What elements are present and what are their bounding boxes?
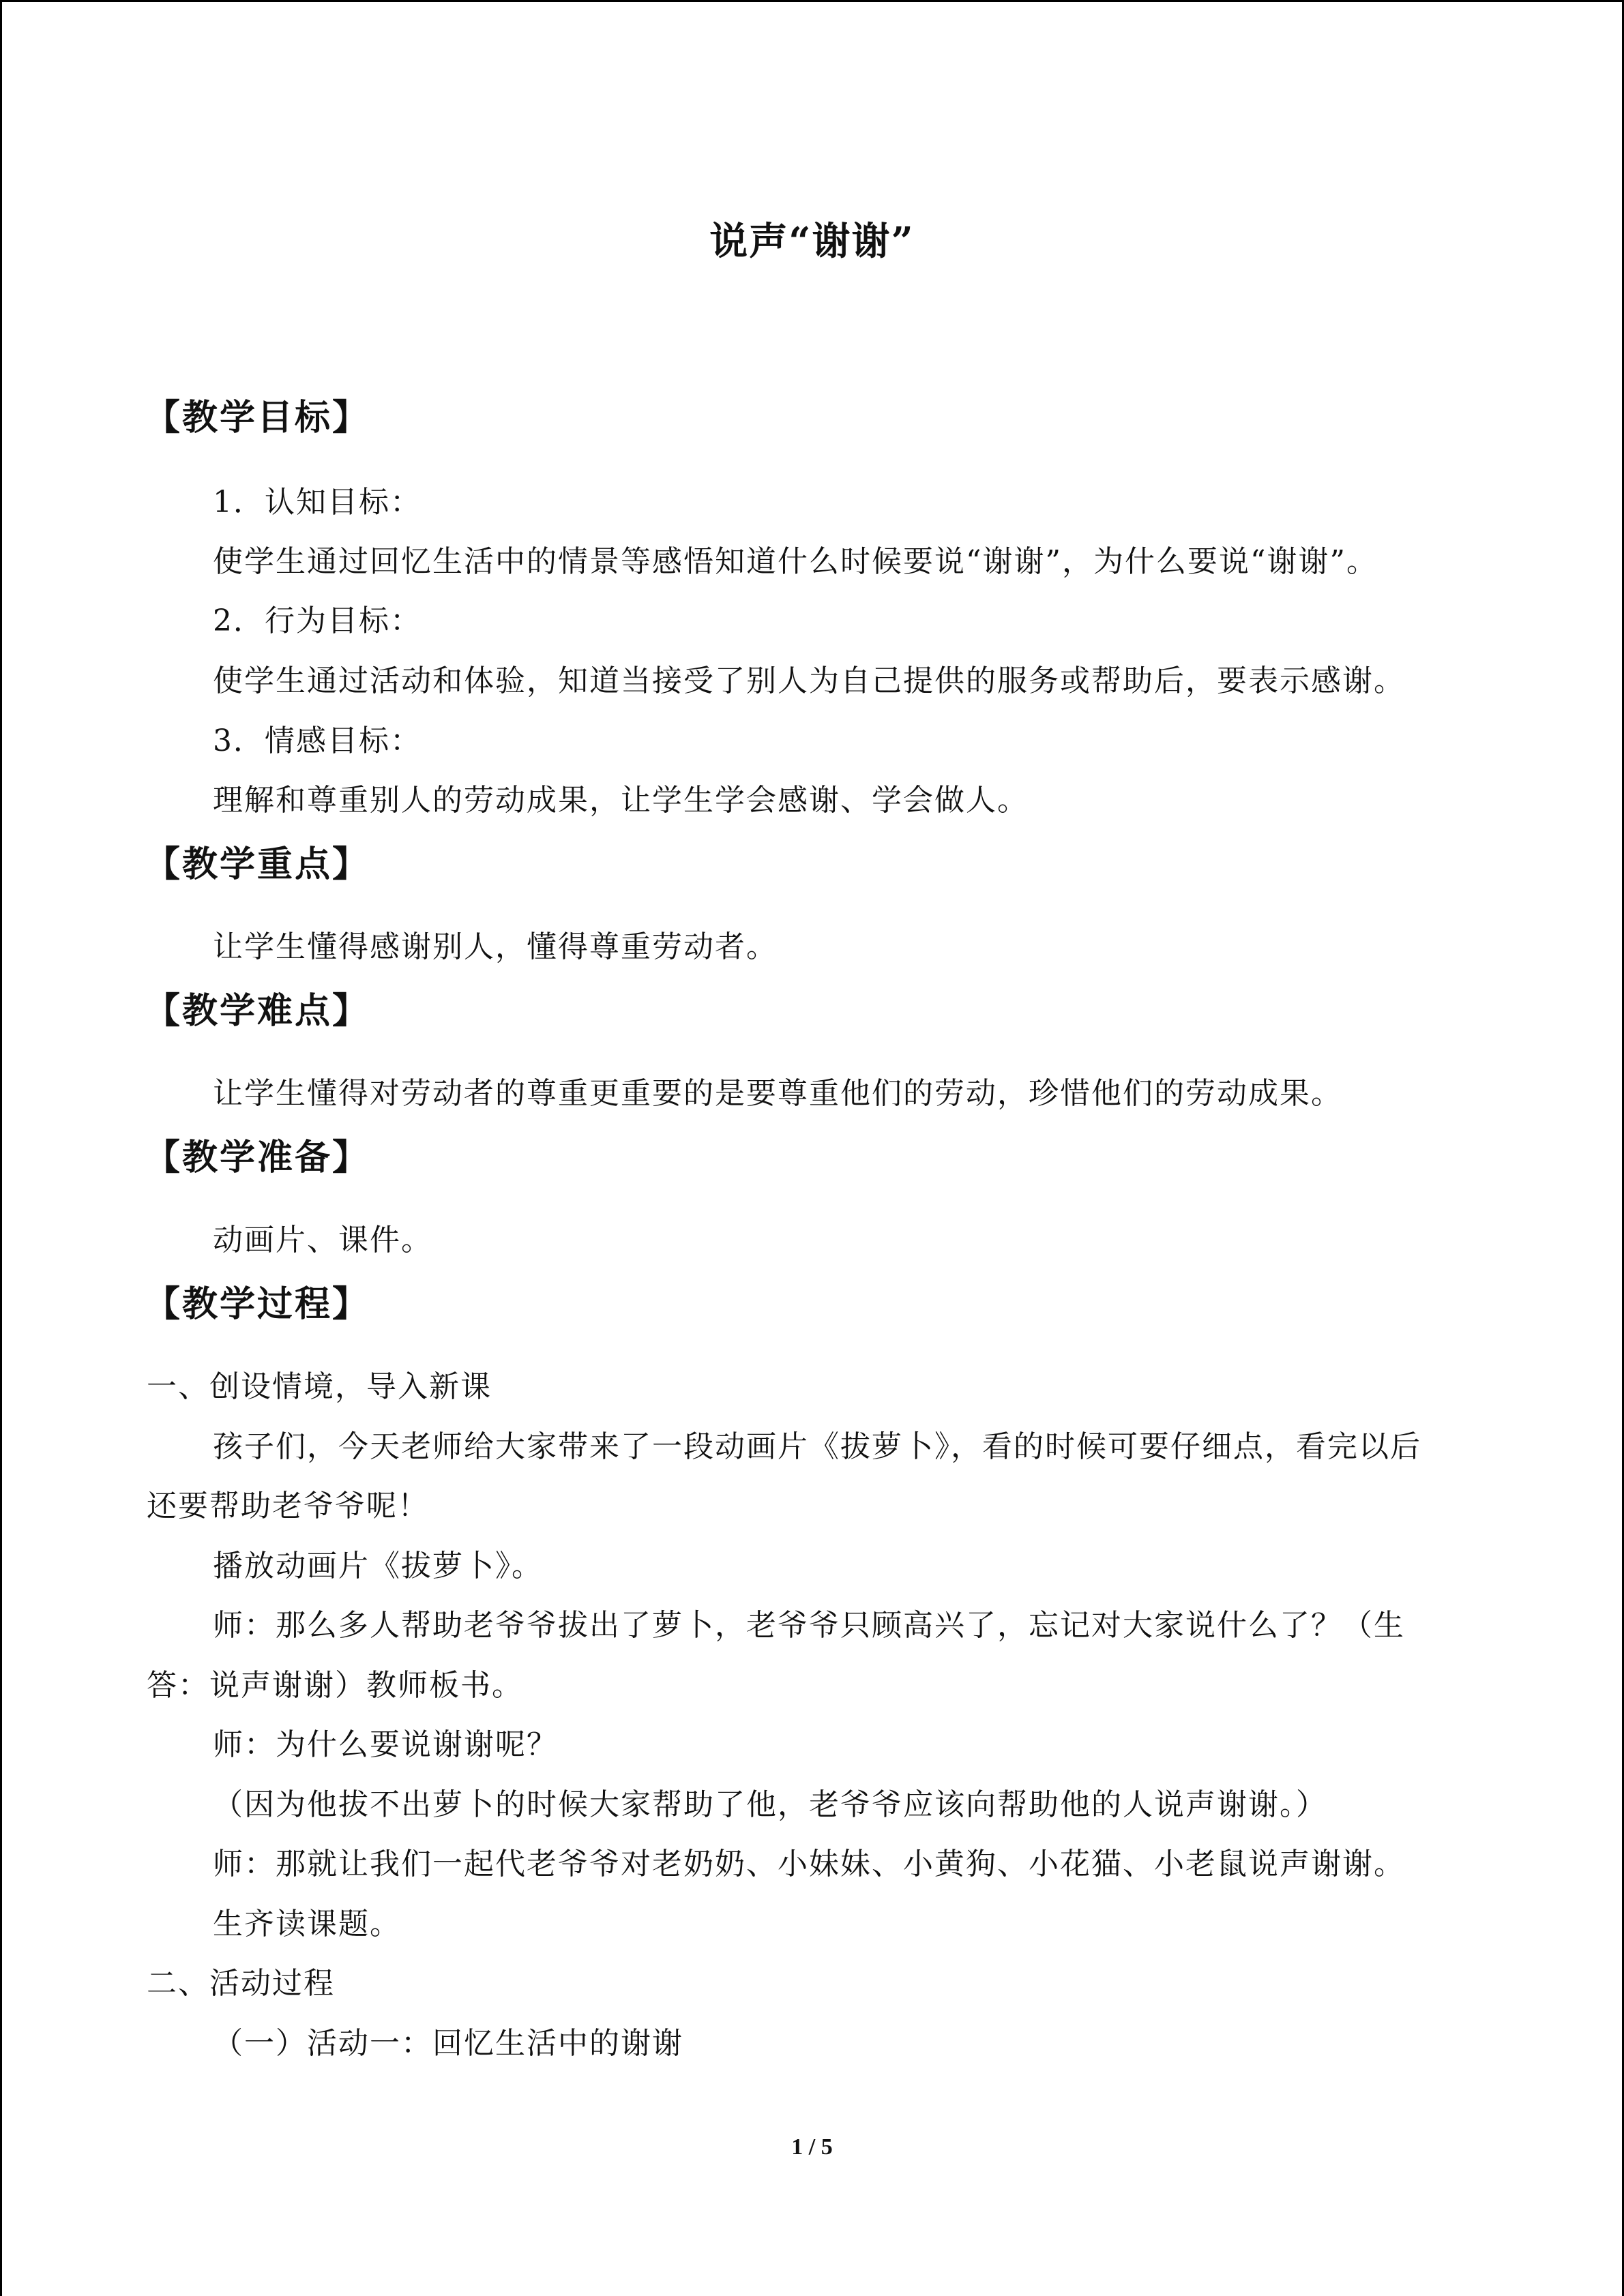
page-number: 1 / 5 xyxy=(791,2134,833,2160)
process-line-4: 播放动画片《拔萝卜》。 xyxy=(213,1549,543,1583)
document-title: 说声“谢谢” xyxy=(709,219,915,264)
key-line-1: 让学生懂得感谢别人，懂得尊重劳动者。 xyxy=(213,929,778,964)
goals-line-4: 使学生通过活动和体验，知道当接受了别人为自己提供的服务或帮助后，要表示感谢。 xyxy=(213,664,1405,698)
difficulty-line-1: 让学生懂得对劳动者的尊重更重要的是要尊重他们的劳动，珍惜他们的劳动成果。 xyxy=(213,1076,1342,1111)
process-line-2: 孩子们，今天老师给大家带来了一段动画片《拔萝卜》，看的时候可要仔细点，看完以后 xyxy=(213,1429,1421,1464)
heading-goals: 【教学目标】 xyxy=(145,397,370,438)
process-line-9: 师：那就让我们一起代老爷爷对老奶奶、小妹妹、小黄狗、小花猫、小老鼠说声谢谢。 xyxy=(213,1847,1405,1881)
heading-key-points: 【教学重点】 xyxy=(145,844,370,885)
goals-line-3: 2．行为目标： xyxy=(213,603,422,638)
process-line-11: 二、活动过程 xyxy=(147,1966,335,2001)
process-line-7: 师：为什么要说谢谢呢？ xyxy=(213,1727,558,1762)
process-line-8: （因为他拔不出萝卜的时候大家帮助了他，老爷爷应该向帮助他的人说声谢谢。） xyxy=(213,1787,1327,1822)
goals-line-5: 3．情感目标： xyxy=(213,724,422,758)
heading-preparation: 【教学准备】 xyxy=(145,1137,370,1178)
heading-difficulty: 【教学难点】 xyxy=(145,990,370,1032)
process-line-1: 一、创设情境，导入新课 xyxy=(147,1369,492,1404)
process-line-12: （一）活动一：回忆生活中的谢谢 xyxy=(213,2026,683,2061)
process-line-10: 生齐读课题。 xyxy=(213,1907,401,1941)
goals-line-2: 使学生通过回忆生活中的情景等感悟知道什么时候要说“谢谢”，为什么要说“谢谢”。 xyxy=(213,544,1378,579)
process-line-3: 还要帮助老爷爷呢！ xyxy=(147,1489,429,1523)
process-line-5: 师：那么多人帮助老爷爷拔出了萝卜，老爷爷只顾高兴了，忘记对大家说什么了？（生 xyxy=(213,1608,1405,1643)
goals-line-1: 1．认知目标： xyxy=(213,485,422,520)
process-line-6: 答：说声谢谢）教师板书。 xyxy=(147,1668,523,1703)
preparation-line-1: 动画片、课件。 xyxy=(213,1223,432,1257)
heading-process: 【教学过程】 xyxy=(145,1283,370,1325)
goals-line-6: 理解和尊重别人的劳动成果，让学生学会感谢、学会做人。 xyxy=(213,783,1029,818)
